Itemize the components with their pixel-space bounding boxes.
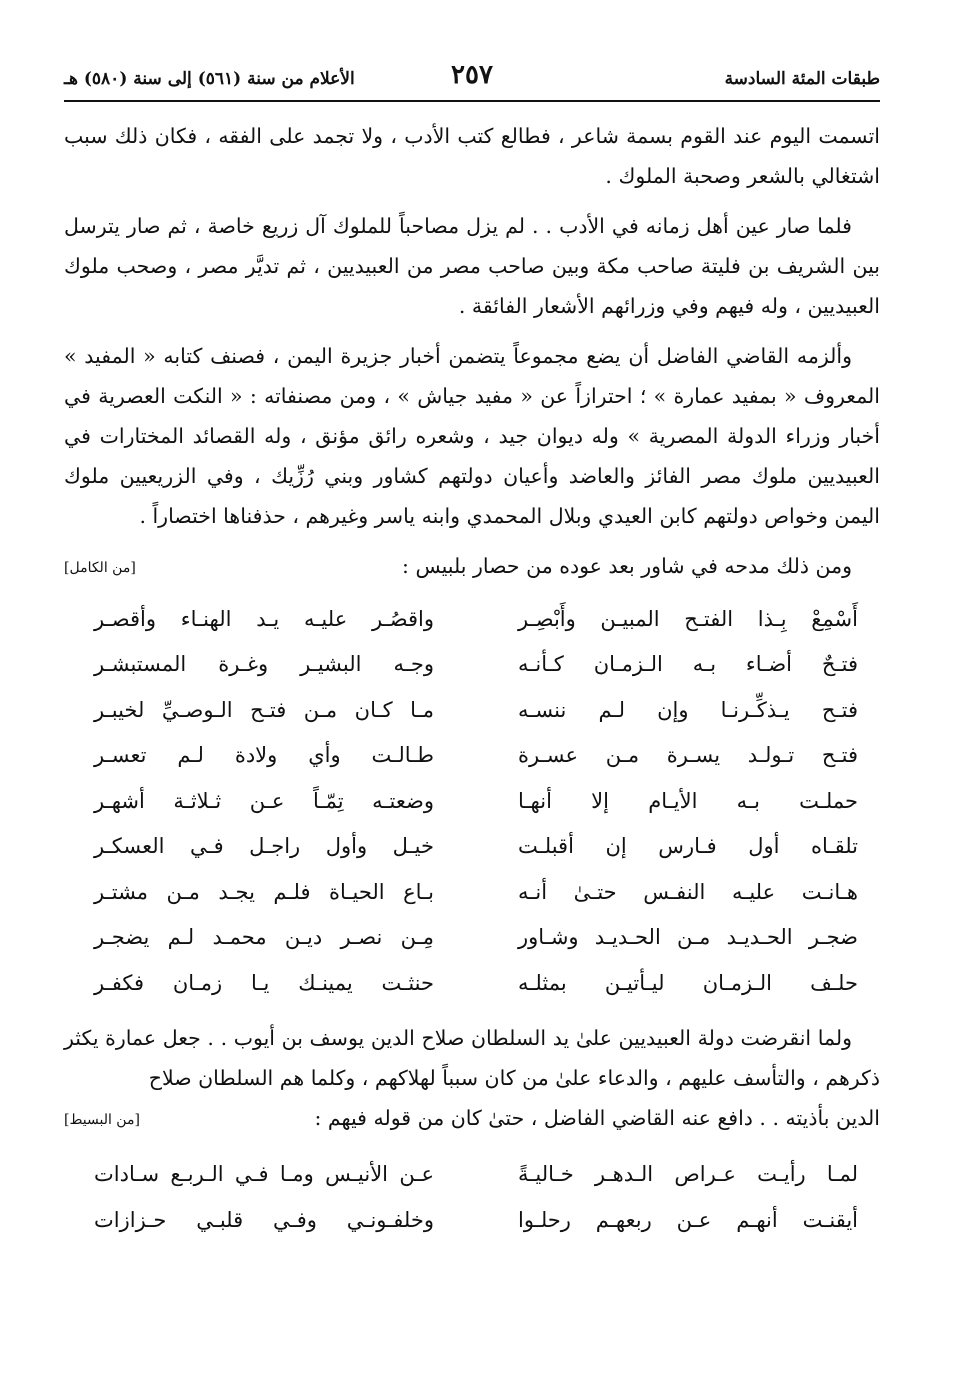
verse-second-hemistich: عـن الأنيـس ومـا فـي الـربـع سـادات <box>94 1162 434 1187</box>
verse-second-hemistich: بـاع الحيـاة فلـم يجـد مـن مشتـر <box>94 879 434 904</box>
verse-first-hemistich: فتـحٌ أضـاء بـه الـزمـان كـأنـه <box>518 652 858 677</box>
verse-first-hemistich: تلقـاه أول فـارس إن أقبلـت <box>518 834 858 859</box>
verse-second-hemistich: طـالـت وأي ولادة لـم تعسـر <box>94 743 434 768</box>
verse-first-hemistich: أيقنـت أنهـم عـن ربعهـم رحلـوا <box>518 1207 858 1232</box>
poem <box>64 1152 880 1243</box>
verse-first-hemistich: فتـح يـذكِّـرنـا وإن لـم ننسـه <box>518 697 858 722</box>
meter-label: [من البسيط] <box>64 1111 140 1128</box>
header-rule <box>64 100 880 102</box>
verse <box>64 642 880 688</box>
verse <box>64 778 880 824</box>
paragraph: اتسمت اليوم عند القوم بسمة شاعر ، فطالع كتب الأدب ، ولا تجمد على الفقه ، فكان ذلك سبب اشتغالي بالشعر وصحبة الملوك . <box>64 124 880 188</box>
paragraph: وألزمه القاضي الفاضل أن يضع مجموعاً يتضمن أخبار جزيرة اليمن ، فصنف كتابه « المفيد » المعروف « بمفيد عمارة » ؛ احترازاً عن « مفيد جياش » ، ومن مصنفاته : « النكت العصرية في أخبار وزراء الدولة المصرية » وله ديوان جيد ، وشعره رائق مؤنق ، وله القصائد المختارات في العبيديين ملوك مصر الفائز والعاضد وأعيان دولتهم كشاور وبني رُزِّيك ، وفي الزريعيين ملوك اليمن وخواص دولتهم كابن العيدي وبلال المحمدي وابنه ياسر وغيرهم ، حذفناها اختصاراً . <box>64 344 880 528</box>
poem-intro-text: ومن ذلك مدحه في شاور بعد عوده من حصار بلبيس : <box>402 554 852 578</box>
page-number: ٢٥٧ <box>451 60 493 90</box>
verse <box>64 824 880 870</box>
verse-first-hemistich: ضجـر الحـديـد مـن الحـديـد وشـاور <box>518 925 858 950</box>
verse-first-hemistich: حلـف الـزمـان ليـأتيـن بمثلـه <box>518 970 858 995</box>
paragraph: ولما انقرضت دولة العبيديين علىٰ يد السلطان صلاح الدين يوسف بن أيوب . . جعل عمارة يكثر ذكرهم ، والتأسف عليهم ، والدعاء علىٰ من كان سبباً لهلاكهم ، وكلما هم السلطان صلاح <box>64 1025 880 1090</box>
poem-intro-text: الدين بأذيته . . دافع عنه القاضي الفاضل ، حتىٰ كان من قوله فيهم : <box>314 1105 880 1130</box>
poem <box>64 596 880 1006</box>
verse-second-hemistich: خيـل وأول راجـل فـي العسكـر <box>94 834 434 859</box>
verse-first-hemistich: أَسْمِعْ بِـذا الفتـح المبيـن وأَبْصِـر <box>518 606 858 631</box>
verse <box>64 596 880 642</box>
verse <box>64 1152 880 1198</box>
verse-second-hemistich: واقصُـر عليـه يـد الهنـاء وأقصـر <box>94 606 434 631</box>
range-title: الأعلام من سنة (٥٦١) إلى سنة (٥٨٠) هـ <box>64 69 355 89</box>
verse-second-hemistich: وضعتـه تِمّـاً عـن ثـلاثـة أشهـر <box>94 788 434 813</box>
meter-label: [من الكامل] <box>64 560 136 576</box>
verse-first-hemistich: لمـا رأيـت عـراص الـدهـر خـاليـةً <box>518 1162 858 1187</box>
verse <box>64 869 880 915</box>
running-header <box>64 62 880 96</box>
verse-second-hemistich: حنثـت يمينـك يـا زمـان فكفـر <box>94 970 434 995</box>
verse-second-hemistich: مِـن نصـر ديـن محمـد لـم يضجـر <box>94 925 434 950</box>
poem-intro <box>64 1098 880 1138</box>
verse-second-hemistich: مـا كـان مـن فتـح الـوصـيِّ لخيبـر <box>94 697 434 722</box>
poem-intro <box>64 546 880 586</box>
verse <box>64 960 880 1006</box>
paragraph: فلما صار عين أهل زمانه في الأدب . . لم يزل مصاحباً للملوك آل زريع خاصة ، ثم صار يترسل بين الشريف بن فليتة صاحب مكة وبين صاحب مصر من العبيديين ، ثم تديَّر مصر ، وصحب ملوك العبيديين ، وله فيهم وفي وزرائهم الأشعار الفائقة . <box>64 214 880 318</box>
verse-first-hemistich: حملـت بـه الأيـام إلا أنهـا <box>518 788 858 813</box>
verse <box>64 687 880 733</box>
verse-second-hemistich: وجـه البشيـر وغـرة المستبشـر <box>94 652 434 677</box>
verse-first-hemistich: هـانـت عليـه النفـس حتـىٰ أنـه <box>518 879 858 904</box>
section-title: طبقات المئة السادسة <box>724 69 880 89</box>
verse <box>64 915 880 961</box>
verse <box>64 1197 880 1243</box>
verse-first-hemistich: فتـح تـولـد يسـرة مـن عسـرة <box>518 743 858 768</box>
verse-second-hemistich: وخلفـونـي وفـي قلبـي حـزازات <box>94 1207 434 1232</box>
verse <box>64 733 880 779</box>
body-text <box>64 116 880 1243</box>
